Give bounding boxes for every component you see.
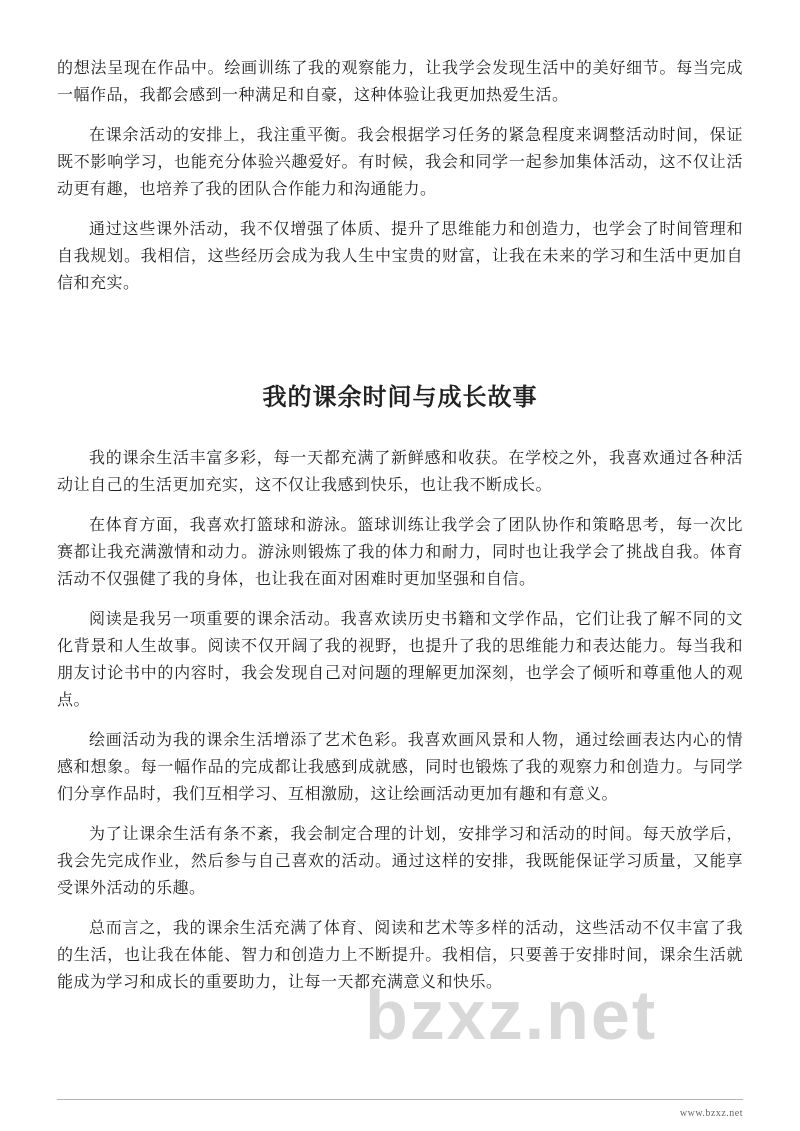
body-paragraph: 阅读是我另一项重要的课余活动。我喜欢读历史书籍和文学作品，它们让我了解不同的文化背景和人生故事。阅读不仅开阔了我的视野，也提升了我的思维能力和表达能力。每当我和朋友讨论书中的内容时，我会发现自己对问题的理解更加深刻，也学会了倾听和尊重他人的观点。 (57, 611, 743, 709)
continuation-paragraph: 的想法呈现在作品中。绘画训练了我的观察能力，让我学会发现生活中的美好细节。每当完成一幅作品，我都会感到一种满足和自豪，这种体验让我更加热爱生活。 (57, 60, 743, 104)
continuation-paragraph: 通过这些课外活动，我不仅增强了体质、提升了思维能力和创造力，也学会了时间管理和自我规划。我相信，这些经历会成为我人生中宝贵的财富，让我在未来的学习和生活中更加自信和充实。 (57, 221, 743, 292)
footer-url: www.bzxz.net (679, 1108, 743, 1119)
watermark-text: bzxz.net (365, 976, 658, 1054)
continuation-paragraph: 在课余活动的安排上，我注重平衡。我会根据学习任务的紧急程度来调整活动时间，保证既不影响学习，也能充分体验兴趣爱好。有时候，我会和同学一起参加集体活动，这不仅让活动更有趣，也培养了我的团队合作能力和沟通能力。 (57, 127, 743, 198)
essay-body (57, 445, 743, 996)
previous-essay-continuation (57, 55, 743, 297)
body-paragraph: 绘画活动为我的课余生活增添了艺术色彩。我喜欢画风景和人物，通过绘画表达内心的情感和想象。每一幅作品的完成都让我感到成就感，同时也锻炼了我的观察力和创造力。与同学们分享作品时，我们互相学习、互相激励，这让绘画活动更加有趣和有意义。 (57, 732, 743, 803)
document-page (57, 55, 743, 1009)
body-paragraph: 为了让课余生活有条不紊，我会制定合理的计划，安排学习和活动的时间。每天放学后，我会先完成作业，然后参与自己喜欢的活动。通过这样的安排，我既能保证学习质量，又能享受课外活动的乐趣。 (57, 826, 743, 897)
page-footer (57, 1099, 743, 1121)
body-paragraph: 总而言之，我的课余生活充满了体育、阅读和艺术等多样的活动，这些活动不仅丰富了我的生活，也让我在体能、智力和创造力上不断提升。我相信，只要善于安排时间，课余生活就能成为学习和成长的重要助力，让每一天都充满意义和快乐。 (57, 920, 743, 991)
body-paragraph: 我的课余生活丰富多彩，每一天都充满了新鲜感和收获。在学校之外，我喜欢通过各种活动让自己的生活更加充实，这不仅让我感到快乐，也让我不断成长。 (57, 450, 743, 494)
essay-title: 我的课余时间与成长故事 (262, 385, 538, 411)
body-paragraph: 在体育方面，我喜欢打篮球和游泳。篮球训练让我学会了团队协作和策略思考，每一次比赛都让我充满激情和动力。游泳则锻炼了我的体力和耐力，同时也让我学会了挑战自我。体育活动不仅强健了我的身体，也让我在面对困难时更加坚强和自信。 (57, 517, 743, 588)
